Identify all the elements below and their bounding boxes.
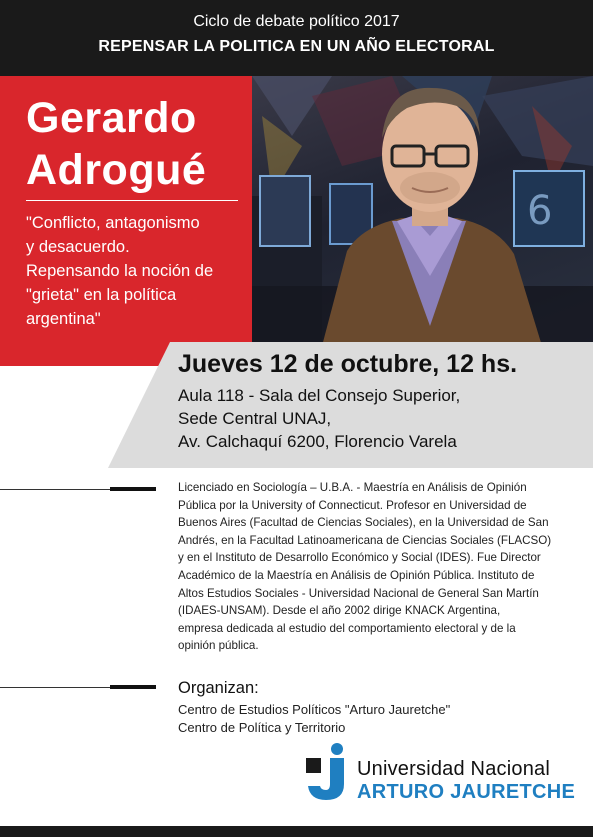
speaker-first-name: Gerardo [26, 94, 197, 142]
bio-line: Andrés, en la Facultad Latinoamericana de Ciencias Sociales (FLACSO) [178, 533, 552, 547]
talk-title [26, 211, 250, 331]
footer-band [0, 826, 593, 837]
speaker-divider [26, 200, 238, 201]
bio-divider-thick [110, 487, 156, 491]
speaker-bio [178, 479, 568, 655]
bio-line: Pública por la University of Connecticut. Profesor en Universidad de [178, 498, 527, 512]
talk-title-line: Repensando la noción de [26, 262, 214, 280]
svg-text:6: 6 [527, 188, 553, 234]
org-divider-thin [0, 687, 110, 688]
bio-divider-thin [0, 489, 110, 490]
bio-line: empresa dedicada al estudio del comportamiento electoral y de la [178, 621, 516, 635]
venue-line: Av. Calchaquí 6200, Florencio Varela [178, 432, 457, 451]
talk-title-line: y desacuerdo. [26, 238, 130, 256]
speaker-portrait-image [252, 76, 593, 346]
talk-title-line: "grieta" en la política [26, 286, 177, 304]
bio-line: Licenciado en Sociología – U.B.A. - Maestría en Análisis de Opinión [178, 481, 527, 494]
bio-line: Académico de la Maestría en Análisis de Opinión Pública. Instituto de [178, 568, 535, 582]
bio-line: (IDAES-UNSAM). Desde el año 2002 dirige KNACK Argentina, [178, 604, 501, 618]
venue-line: Aula 118 - Sala del Consejo Superior, [178, 386, 461, 405]
series-title: Ciclo de debate político 2017 [193, 13, 400, 30]
talk-title-line: argentina" [26, 310, 101, 328]
org-divider-thick [110, 685, 156, 689]
organizer-item: Centro de Política y Territorio [178, 720, 346, 735]
talk-title-line: "Conflicto, antagonismo [26, 214, 200, 232]
organizer-item: Centro de Estudios Políticos "Arturo Jauretche" [178, 702, 451, 717]
organizers-heading: Organizan: [178, 679, 259, 697]
logo-name-line2: ARTURO JAURETCHE [357, 781, 576, 803]
bio-line: Altos Estudios Sociales - Universidad Nacional de General San Martín [178, 586, 539, 600]
bio-line: opinión pública. [178, 639, 259, 653]
theme-title: REPENSAR LA POLITICA EN UN AÑO ELECTORAL [98, 38, 495, 55]
event-venue [178, 384, 460, 453]
venue-line: Sede Central UNAJ, [178, 409, 332, 428]
speaker-last-name: Adrogué [26, 146, 207, 194]
speaker-photo [252, 76, 593, 346]
bio-line: y en el Instituto de Desarrollo Económico y Social (IDES). Fue Director [178, 551, 541, 565]
bio-line: Buenos Aires (Facultad de Ciencias Sociales), en la Universidad de San [178, 516, 549, 530]
event-date: Jueves 12 de octubre, 12 hs. [178, 350, 518, 378]
logo-name-line1: Universidad Nacional [357, 758, 550, 780]
